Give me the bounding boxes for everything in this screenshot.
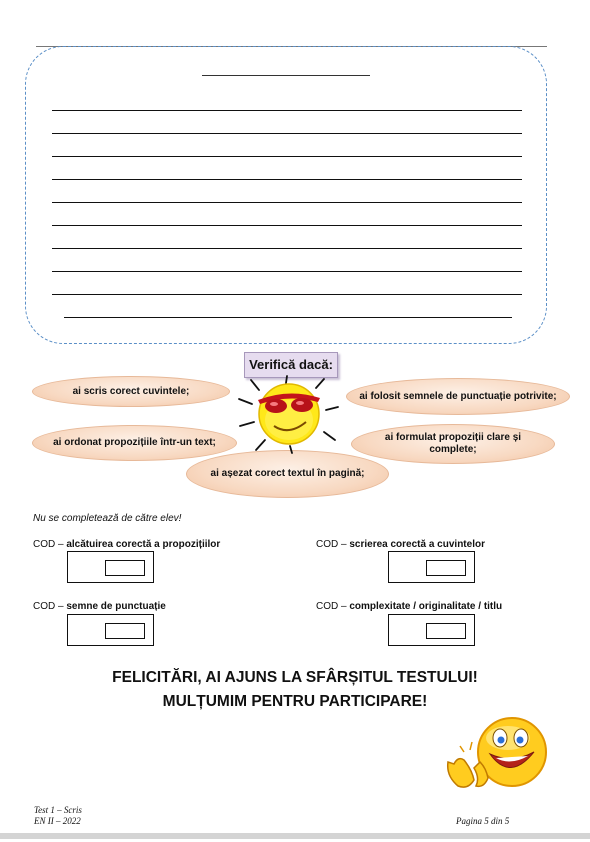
writing-line[interactable] [52, 248, 522, 249]
title-line[interactable] [202, 75, 370, 76]
writing-frame [25, 46, 547, 344]
check-item: ai scris corect cuvintele; [32, 376, 230, 407]
writing-line[interactable] [52, 225, 522, 226]
score-box-punctuation[interactable] [67, 614, 154, 646]
check-item: ai așezat corect textul în pagină; [186, 450, 389, 498]
code-label-complexity: COD – complexitate / originalitate / titlu [316, 601, 503, 612]
check-item: ai formulat propoziții clare și complete; [351, 424, 555, 464]
page-number: Pagina 5 din 5 [456, 816, 510, 826]
congratulations-line: FELICITĂRI, AI AJUNS LA SFÂRȘITUL TESTULUI! [112, 669, 478, 686]
writing-line[interactable] [64, 317, 512, 318]
writing-line[interactable] [52, 110, 522, 111]
writing-line[interactable] [52, 294, 522, 295]
footer-test: Test 1 – Scris [34, 805, 82, 815]
check-item: ai ordonat propozițiile într-un text; [32, 425, 237, 461]
writing-line[interactable] [52, 133, 522, 134]
writing-line[interactable] [52, 156, 522, 157]
code-label-spelling: COD – scrierea corectă a cuvintelor [316, 539, 485, 550]
writing-line[interactable] [52, 271, 522, 272]
writing-line[interactable] [52, 179, 522, 180]
code-label-sentences: COD – alcătuirea corectă a propozițiilor [33, 539, 221, 550]
score-field[interactable] [105, 623, 145, 639]
score-field[interactable] [105, 560, 145, 576]
code-label-punctuation: COD – semne de punctuație [33, 601, 166, 612]
score-field[interactable] [426, 623, 466, 639]
footer-exam: EN II – 2022 [34, 816, 81, 826]
teacher-only-note: Nu se completează de către elev! [33, 513, 182, 524]
score-field[interactable] [426, 560, 466, 576]
bottom-rule [0, 833, 590, 839]
checklist-title: Verifică dacă: [244, 352, 338, 378]
clapping-smiley-icon [444, 716, 552, 792]
writing-line[interactable] [52, 202, 522, 203]
score-box-complexity[interactable] [388, 614, 475, 646]
thanks-line: MULȚUMIM PENTRU PARTICIPARE! [162, 693, 428, 710]
score-box-sentences[interactable] [67, 551, 154, 583]
check-item: ai folosit semnele de punctuație potrivite; [346, 378, 570, 415]
sun-with-sunglasses-icon [234, 374, 344, 454]
score-box-spelling[interactable] [388, 551, 475, 583]
